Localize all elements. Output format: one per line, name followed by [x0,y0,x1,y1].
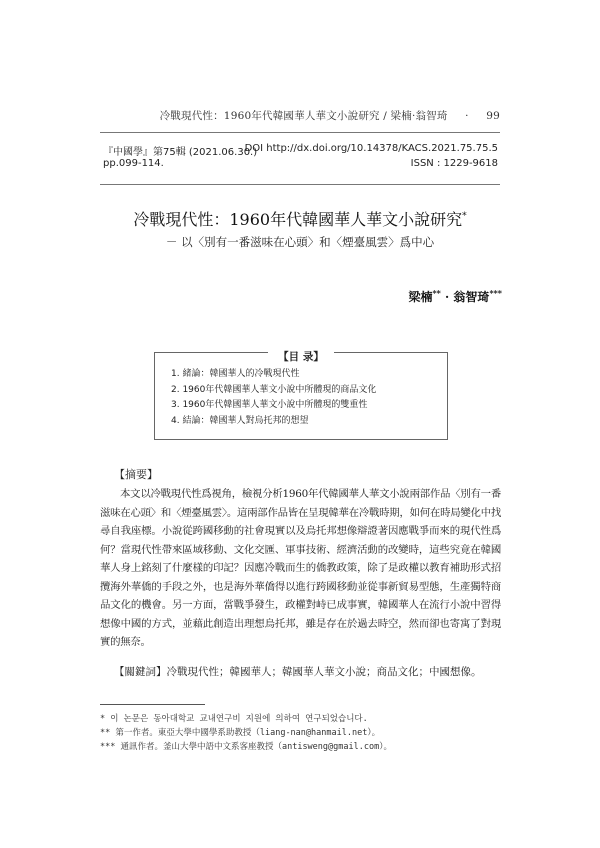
footnote: *** 通訊作者。釜山大學中語中文系客座教授（antisweng@gmail.com）。 [100,742,392,752]
toc-item: 1. 緒論：韓國華人的冷戰現代性 [171,369,300,379]
author-separator: · [445,290,450,304]
doi-link[interactable]: DOI http://dx.doi.org/10.14378/KACS.2021.75.75.5 [244,143,498,154]
header-separator: · [465,110,469,122]
author-2-mark[interactable]: *** [489,288,502,298]
author-1: 梁楠 [408,290,433,304]
table-of-contents [154,352,448,440]
author-2: 翁智琦 [453,290,490,304]
article-subtitle: － 以〈別有一番滋味在心頭〉和〈煙臺風雲〉爲中心 [165,235,435,249]
keywords: 【關鍵詞】冷戰現代性；韓國華人；韓國華人華文小說；商品文化；中國想像。 [114,666,482,678]
running-header [160,108,500,123]
footnote: ** 第一作者。東亞大學中國學系助教授（liang-nan@hanmail.net）。 [100,728,381,738]
meta-bottom-rule [100,184,500,185]
issn: ISSN : 1229-9618 [410,158,498,169]
meta-top-rule [100,132,500,133]
title-footnote-mark[interactable]: * [462,211,467,222]
toc-list [171,367,376,429]
page-range: pp.099-114. [103,158,164,169]
abstract-heading: 【摘要】 [114,468,158,481]
toc-item: 2. 1960年代韓國華人華文小說中所體現的商品文化 [171,384,377,395]
article-title [100,207,500,230]
footnote: * 이 논문은 동아대학교 교내연구비 지원에 의하여 연구되었습니다. [100,714,368,724]
running-title: 冷戰現代性：1960年代韓國華人華文小說研究 / 梁楠·翁智琦 [159,110,448,122]
author-line [408,288,502,305]
author-1-mark[interactable]: ** [432,288,441,298]
toc-item: 3. 1960年代韓國華人華文小說中所體現的雙重性 [171,400,368,410]
title-text: 冷戰現代性：1960年代韓國華人華文小說研究 [133,210,463,229]
abstract-body: 本文以冷戰現代性爲視角，檢視分析1960年代韓國華人華文小說兩部作品〈別有一番滋味在心頭〉和〈煙臺風雲〉。這兩部作品皆在呈現韓華在冷戰時期，如何在時局變化中找尋自我座標。小說從跨國移動的社會現實以及烏托邦想像辯證著因應戰爭而來的現代性爲何？當現代性帶來區域移動、文化交匯、軍事技術、經濟活動的改變時，這些究竟在韓國華人身上銘刻了什麼樣的印記？因應冷戰而生的僑教政策，除了是政權以教育補助形式招攬海外華僑的手段之外，也是海外華僑得以進行跨國移動並從事新貿易型態，生產獨特商品文化的機會。另一方面，當戰爭發生，政權對峙已成事實，韓國華人在流行小說中習得想像中國的方式，並藉此創造出理想烏托邦，雖是存在於過去時空，然而卻也寄寓了對現實的無奈。 [100,488,501,648]
page-number: 99 [486,110,500,122]
toc-item: 4. 結論：韓國華人對烏托邦的想望 [171,415,309,426]
journal-issue: 『中國學』第75輯 (2021.06.30.) [103,147,258,158]
footnote-rule [100,704,205,705]
toc-title: 【目 录】 [155,345,447,364]
